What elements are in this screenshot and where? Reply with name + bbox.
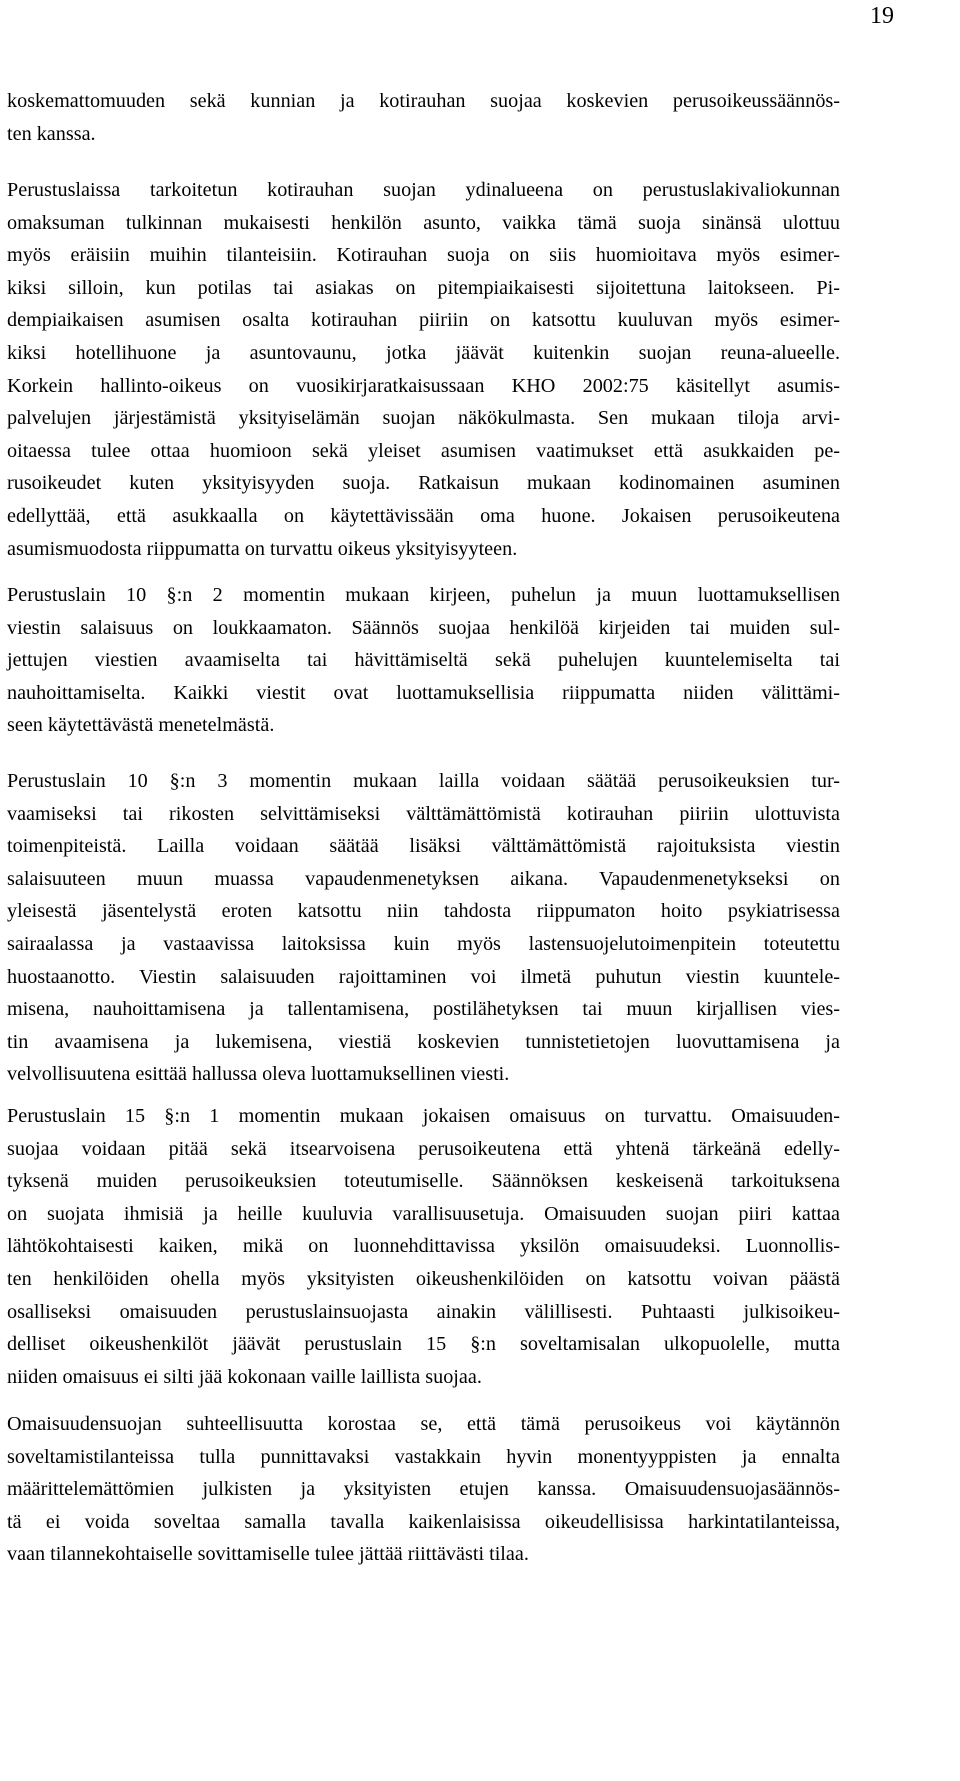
text-line: koskemattomuuden sekä kunnian ja kotirauhan suojaa koskevien perusoikeussäännös- (7, 90, 840, 112)
text-line: Perustuslaissa tarkoitetun kotirauhan suojan ydinalueena on perustuslakivaliokunnan (7, 179, 840, 201)
text-line: delliset oikeushenkilöt jäävät perustuslain 15 §:n soveltamisalan ulkopuolelle, mutta (7, 1333, 840, 1356)
text-line: määrittelemättömien julkisten ja yksityisten etujen kanssa. Omaisuudensuojasäännös- (7, 1478, 840, 1501)
text-line: rusoikeudet kuten yksityisyyden suoja. Ratkaisun mukaan kodinomainen asuminen (7, 472, 840, 495)
text-line: omaksuman tulkinnan mukaisesti henkilön asunto, vaikka tämä suoja sinänsä ulottuu (7, 211, 840, 234)
text-line: kiksi hotellihuone ja asuntovaunu, jotka jäävät kuitenkin suojan reuna-alueelle. (7, 341, 840, 364)
text-line: myös eräisiin muihin tilanteisiin. Kotirauhan suoja on siis huomioitava myös esimer- (7, 244, 840, 267)
text-line: ten henkilöiden ohella myös yksityisten oikeushenkilöiden on katsottu voivan päästä (7, 1267, 840, 1290)
text-line: edellyttää, että asukkaalla on käytettävissään oma huone. Jokaisen perusoikeutena (7, 504, 840, 527)
text-line: tin avaamisena ja lukemisena, viestiä koskevien tunnistetietojen luovuttamisena ja (7, 1030, 840, 1053)
paragraph-2 (7, 174, 840, 565)
text-line: asumismuodosta riippumatta on turvattu oikeus yksityisyyteen. (7, 537, 518, 560)
text-line: tyksenä muiden perusoikeuksien toteutumiselle. Säännöksen keskeisenä tarkoituksena (7, 1170, 840, 1193)
text-line: toimenpiteistä. Lailla voidaan säätää lisäksi välttämättömistä rajoituksista viestin (7, 835, 840, 858)
text-line: niiden omaisuus ei silti jää kokonaan vaille laillista suojaa. (7, 1365, 482, 1388)
text-line: nauhoittamiselta. Kaikki viestit ovat luottamuksellisia riippumatta niiden välittämi- (7, 681, 840, 704)
text-line: kiksi silloin, kun potilas tai asiakas on pitempiaikaisesti sijoitettuna laitokseen. Pi- (7, 276, 840, 299)
text-line: tä ei voida soveltaa samalla tavalla kaikenlaisissa oikeudellisissa harkintatilanteissa, (7, 1510, 840, 1533)
text-line: jettujen viestien avaamiselta tai hävittämiseltä sekä puhelujen kuuntelemiselta tai (7, 649, 840, 672)
text-line: dempiaikaisen asumisen osalta kotirauhan piiriin on katsottu kuuluvan myös esimer- (7, 309, 840, 332)
paragraph-4 (7, 765, 840, 1091)
text-line: lähtökohtaisesti kaiken, mikä on luonnehdittavissa yksilön omaisuudeksi. Luonnollis- (7, 1235, 840, 1258)
text-line: oitaessa tulee ottaa huomioon sekä yleiset asumisen vaatimukset että asukkaiden pe- (7, 439, 840, 462)
text-line: Omaisuudensuojan suhteellisuutta korostaa se, että tämä perusoikeus voi käytännön (7, 1413, 840, 1435)
text-line: seen käytettävästä menetelmästä. (7, 714, 275, 737)
text-line: soveltamistilanteissa tulla punnittavaksi vastakkain hyvin monentyyppisten ja ennalta (7, 1445, 840, 1468)
text-line: salaisuuteen muun muassa vapaudenmenetyksen aikana. Vapaudenmenetykseksi on (7, 867, 840, 890)
text-line: sairaalassa ja vastaavissa laitoksissa kuin myös lastensuojelutoimenpitein toteutettu (7, 932, 840, 955)
text-line: velvollisuutena esittää hallussa oleva luottamuksellinen viesti. (7, 1063, 510, 1086)
text-line: ten kanssa. (7, 122, 96, 145)
paragraph-3 (7, 579, 840, 742)
text-line: viestin salaisuus on loukkaamaton. Säännös suojaa henkilöä kirjeiden tai muiden sul- (7, 616, 840, 639)
text-line: vaan tilannekohtaiselle sovittamiselle tulee jättää riittävästi tilaa. (7, 1543, 529, 1566)
text-line: vaamiseksi tai rikosten selvittämiseksi välttämättömistä kotirauhan piiriin ulottuvista (7, 802, 840, 825)
text-line: yleisestä jäsentelystä eroten katsottu niin tahdosta riippumaton hoito psykiatrisessa (7, 900, 840, 923)
text-line: palvelujen järjestämistä yksityiselämän suojan näkökulmasta. Sen mukaan tiloja arvi- (7, 407, 840, 430)
text-line: suojaa voidaan pitää sekä itsearvoisena perusoikeutena että yhtenä tärkeänä edelly- (7, 1137, 840, 1160)
text-line: Perustuslain 10 §:n 2 momentin mukaan kirjeen, puhelun ja muun luottamuksellisen (7, 584, 840, 606)
text-line: on suojata ihmisiä ja heille kuuluvia varallisuusetuja. Omaisuuden suojan piiri kattaa (7, 1202, 840, 1225)
text-line: misena, nauhoittamisena ja tallentamisena, postilähetyksen tai muun kirjallisen vies- (7, 998, 840, 1021)
page-number: 19 (870, 3, 894, 29)
text-line: Perustuslain 15 §:n 1 momentin mukaan jokaisen omaisuus on turvattu. Omaisuuden- (7, 1105, 840, 1127)
text-line: Korkein hallinto-oikeus on vuosikirjaratkaisussaan KHO 2002:75 käsitellyt asumis- (7, 374, 840, 397)
text-line: huostaanotto. Viestin salaisuuden rajoittaminen voi ilmetä puhutun viestin kuuntele- (7, 965, 840, 988)
paragraph-1 (7, 85, 840, 150)
paragraph-5 (7, 1100, 840, 1393)
text-line: osalliseksi omaisuuden perustuslainsuojasta ainakin välillisesti. Puhtaasti julkisoikeu- (7, 1300, 840, 1323)
text-line: Perustuslain 10 §:n 3 momentin mukaan lailla voidaan säätää perusoikeuksien tur- (7, 770, 840, 792)
paragraph-6 (7, 1408, 840, 1571)
